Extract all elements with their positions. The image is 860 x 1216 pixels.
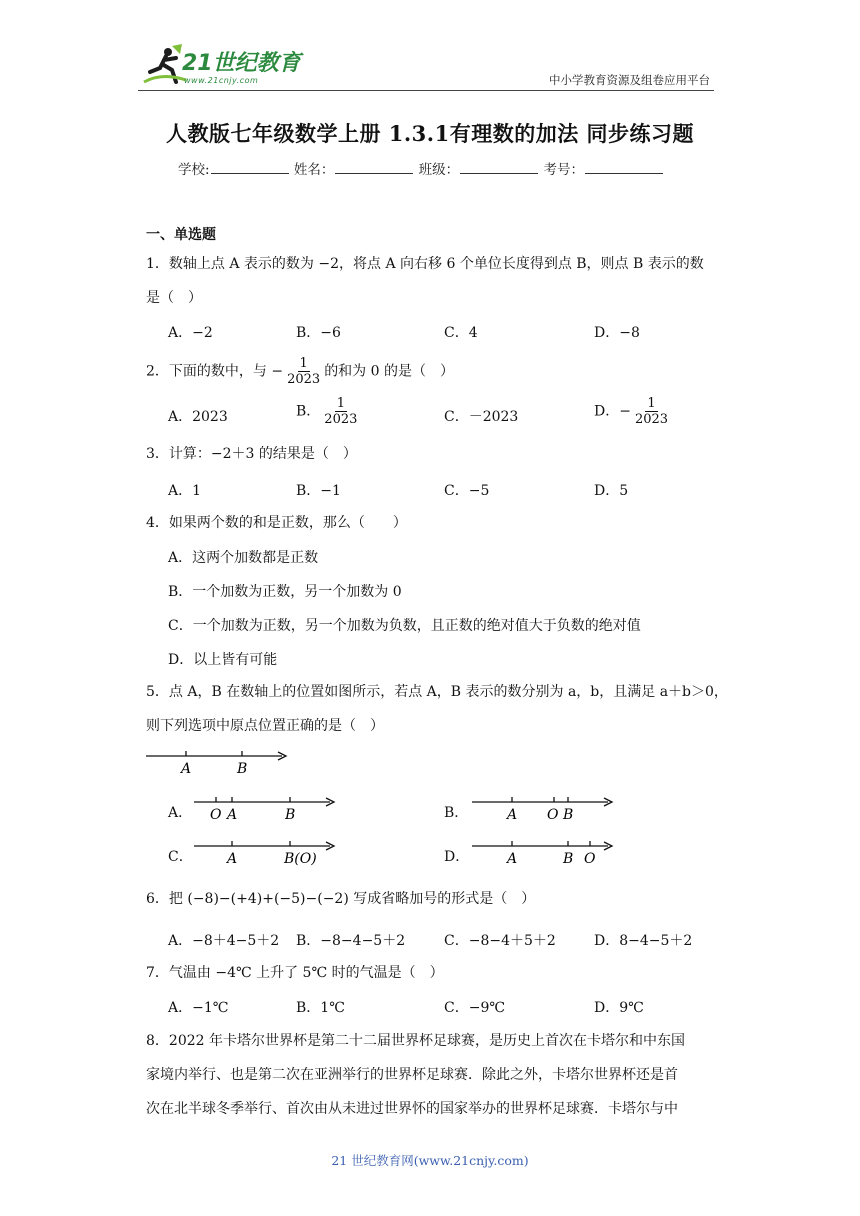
q4-option-b[interactable]: B．一个加数为正数，另一个加数为 0 bbox=[168, 584, 402, 600]
exam-no-field[interactable] bbox=[585, 161, 663, 174]
q2-option-a[interactable]: A．2023 bbox=[168, 409, 228, 425]
question-8-line-2: 家境内举行、也是第二次在亚洲举行的世界杯足球赛．除此之外，卡塔尔世界杯还是首 bbox=[146, 1067, 678, 1083]
exam-no-label: 考号： bbox=[543, 162, 584, 178]
footer-link[interactable]: 21 世纪教育网(www.21cnjy.com) bbox=[331, 1153, 529, 1168]
q3-option-a[interactable]: A．1 bbox=[168, 483, 202, 499]
fig-label-a: A bbox=[181, 761, 192, 777]
svg-text:O: O bbox=[547, 807, 559, 823]
q5-option-b-label[interactable]: B． bbox=[444, 805, 469, 821]
q2-option-b[interactable]: B． $\frac{1}{2023}$ bbox=[296, 396, 358, 427]
question-8-line-3: 次在北半球冬季举行、首次由从未进过世界怀的国家举办的世界杯足球赛．卡塔尔与中 bbox=[146, 1101, 678, 1117]
logo-url: www.21cnjy.com bbox=[184, 76, 259, 85]
q6-option-a[interactable]: A．−8＋4−5＋2 bbox=[168, 933, 280, 949]
header-divider bbox=[138, 90, 714, 91]
q2-fraction: $\frac{1}{2023}$ bbox=[287, 356, 321, 387]
q4-option-a[interactable]: A．这两个加数都是正数 bbox=[168, 550, 319, 566]
logo-text: 21世纪教育 bbox=[182, 51, 301, 76]
question-4: 4．如果两个数的和是正数，那么（ ） bbox=[146, 515, 407, 531]
q6-option-d[interactable]: D．8−4−5＋2 bbox=[594, 933, 693, 949]
q4-option-d[interactable]: D．以上皆有可能 bbox=[168, 652, 278, 668]
platform-name: 中小学教育资源及组卷应用平台 bbox=[549, 73, 710, 87]
name-label: 姓名： bbox=[293, 162, 335, 178]
svg-text:B(O): B(O) bbox=[284, 851, 317, 867]
q3-option-c[interactable]: C．−5 bbox=[444, 483, 490, 499]
svg-text:B: B bbox=[285, 807, 296, 823]
svg-text:A: A bbox=[507, 851, 518, 867]
q4-option-c[interactable]: C．一个加数为正数，另一个加数为负数，且正数的绝对值大于负数的绝对值 bbox=[168, 618, 641, 634]
q6-option-c[interactable]: C．−8−4＋5＋2 bbox=[444, 933, 556, 949]
fig-label-b: B bbox=[237, 761, 248, 777]
q5-option-d-label[interactable]: D． bbox=[444, 849, 470, 865]
question-5-cont: 则下列选项中原点位置正确的是（ ） bbox=[146, 718, 384, 734]
school-label: 学校: bbox=[178, 162, 210, 178]
page-title: 人教版七年级数学上册 1.3.1有理数的加法 同步练习题 bbox=[165, 121, 695, 146]
svg-text:B: B bbox=[563, 807, 574, 823]
q5-option-a-label[interactable]: A． bbox=[168, 805, 193, 821]
q3-option-d[interactable]: D．5 bbox=[594, 483, 629, 499]
q2-option-c[interactable]: C．－2023 bbox=[444, 409, 519, 425]
question-1: 1．数轴上点 A 表示的数为 −2，将点 A 向右移 6 个单位长度得到点 B，则点 B 表示的数 bbox=[146, 256, 704, 272]
q5-number-line-figure bbox=[144, 748, 294, 778]
svg-text:O: O bbox=[210, 807, 222, 823]
school-field[interactable] bbox=[211, 161, 289, 174]
q2-option-d[interactable]: D．− $\frac{1}{2023}$ bbox=[594, 396, 669, 427]
logo bbox=[142, 42, 312, 92]
q1-option-d[interactable]: D．−8 bbox=[594, 325, 640, 341]
student-info bbox=[178, 158, 664, 178]
question-3: 3．计算：−2＋3 的结果是（ ） bbox=[146, 446, 357, 462]
q6-option-b[interactable]: B．−8−4−5＋2 bbox=[296, 933, 406, 949]
q5-option-a-figure[interactable] bbox=[192, 794, 342, 824]
svg-text:A: A bbox=[227, 807, 238, 823]
svg-text:A: A bbox=[227, 851, 238, 867]
q5-option-c-label[interactable]: C． bbox=[168, 849, 193, 865]
section-heading: 一、单选题 bbox=[146, 227, 216, 243]
question-1-cont: 是（ ） bbox=[146, 290, 202, 306]
q3-option-b[interactable]: B．−1 bbox=[296, 483, 341, 499]
class-field[interactable] bbox=[460, 161, 538, 174]
question-6: 6．把 (−8)−(+4)+(−5)−(−2) 写成省略加号的形式是（ ） bbox=[146, 891, 536, 907]
q5-option-c-figure[interactable] bbox=[192, 838, 342, 872]
q1-option-b[interactable]: B．−6 bbox=[296, 325, 341, 341]
question-8-line-1: 8．2022 年卡塔尔世界杯是第二十二届世界杯足球赛，是历史上首次在卡塔尔和中东国 bbox=[146, 1033, 685, 1049]
q5-option-d-figure[interactable] bbox=[470, 838, 620, 868]
svg-text:O: O bbox=[584, 851, 596, 867]
q7-option-a[interactable]: A．−1℃ bbox=[168, 1000, 229, 1016]
q7-option-d[interactable]: D．9℃ bbox=[594, 1000, 644, 1016]
q7-option-c[interactable]: C．−9℃ bbox=[444, 1000, 506, 1016]
svg-text:B: B bbox=[563, 851, 574, 867]
q5-option-b-figure[interactable] bbox=[470, 794, 620, 824]
q1-option-a[interactable]: A．−2 bbox=[168, 325, 213, 341]
question-5: 5．点 A，B 在数轴上的位置如图所示，若点 A，B 表示的数分别为 a，b，且满足 a＋b＞0， bbox=[146, 684, 728, 700]
name-field[interactable] bbox=[335, 161, 413, 174]
class-label: 班级： bbox=[418, 162, 460, 178]
question-2: 2．下面的数中，与 − $\frac{1}{2023}$ 的和为 0 的是（ ） bbox=[146, 356, 454, 387]
q1-option-c[interactable]: C．4 bbox=[444, 325, 478, 341]
question-7: 7．气温由 −4℃ 上升了 5℃ 时的气温是（ ） bbox=[146, 965, 444, 981]
svg-text:A: A bbox=[507, 807, 518, 823]
q7-option-b[interactable]: B．1℃ bbox=[296, 1000, 345, 1016]
